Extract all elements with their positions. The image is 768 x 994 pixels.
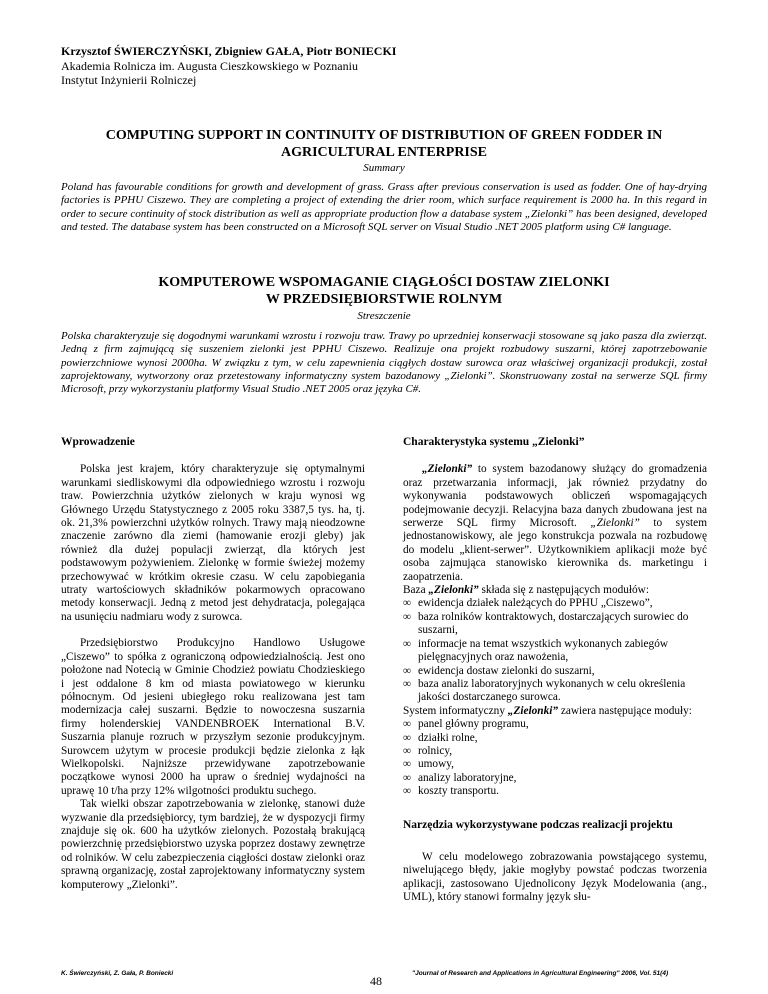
list-item: ∞ baza rolników kontraktowych, dostarczających surowiec do suszarni,: [403, 610, 689, 637]
right-column: [403, 436, 707, 905]
list-item: ∞ rolnicy,: [403, 744, 453, 757]
system-name: „Zielonki”: [428, 584, 479, 597]
english-summary: Poland has favourable conditions for growth and development of grass. Grass after previous conservation is used as fodder. One of hay-drying factories is PPHU Ciszewo. They are completing a project of extending the drier room, which surface requirement is 2000 ha. In this regard in order to secure continuity of stock distribution as well as appropriate production flow a database system „Zielonki” has been designed, developed and tested. The database system has been constructed on a Microsoft SQL server on Visual Studio .NET 2005 platform using C# language.: [61, 181, 707, 233]
list-item: ∞ działki rolne,: [403, 731, 478, 744]
tools-paragraph-1: W celu modelowego zobrazowania powstającego systemu, niwelującego błędy, jakie mogłyby powstać podczas tworzenia aplikacji, zastosowano Ujednolicony Język Modelowania (ang., UML), który stanowi formalny język słu-: [403, 850, 707, 904]
bullet-icon: ∞: [403, 637, 412, 650]
polish-title-line-2: W PRZEDSIĘBIORSTWIE ROLNYM: [265, 292, 503, 307]
polish-summary: Polska charakteryzuje się dogodnymi warunkami wzrostu i rozwoju traw. Trawy po uprzedniej konserwacji stosowane są jako pasza dla zwierząt. Jedną z firm zajmującą się suszeniem zielonki jest PPHU Ciszewo. Realizuje ona projekt rozbudowy suszarni, której zapotrzebowanie powierzchniowe wynosi 2000ha. W związku z tym, w celu zapewnienia ciągłych dostaw surowca oraz właściwej organizacji produkcji, został zaprojektowany, wytworzony oraz przetestowany informatyczny system bazodanowy „Zielonki”. Skonstruowany został na serwerze SQL firmy Microsoft, przy wykorzystaniu platformy Visual Studio .NET 2005 oraz języka C#.: [61, 330, 707, 396]
list-item: ∞ panel główny programu,: [403, 718, 529, 731]
system-name: „Zielonki”: [590, 517, 640, 530]
bullet-icon: ∞: [403, 785, 412, 798]
bullet-icon: ∞: [403, 758, 412, 771]
intro-paragraph-1: Polska jest krajem, który charakteryzuje się optymalnymi warunkami siedliskowymi dla odpowiedniego wzrostu i rozwoju traw. Powierzchnia użytków zielonych w kraju wynosi wg Głównego Urzędu Statystycznego z 2005 roku 3387,5 tys. ha, tj. ok. 21,3% powierzchni użytków rolnych. Trawy mają nieodzowne znaczenie zarówno dla ziemi (hamowanie erozji gleby) jak również dla dużej populacji zwierząt, dla których jest podstawowym pożywieniem. Zielonkę w formie świeżej możemy przechowywać w krótkim okresie czasu. W celu zapobiegania utraty wartościowych składników pokarmowych opracowano metody konserwacji. Jedną z metod jest dehydratacja, polegająca na usunięciu nadmiaru wody z surowca.: [61, 463, 365, 623]
english-title-line-1: COMPUTING SUPPORT IN CONTINUITY OF DISTRIBUTION OF GREEN FODDER IN: [105, 128, 663, 143]
english-title: [40, 127, 728, 161]
polish-title-line-1: KOMPUTEROWE WSPOMAGANIE CIĄGŁOŚCI DOSTAW ZIELONKI: [158, 275, 610, 290]
authors: Krzysztof ŚWIERCZYŃSKI, Zbigniew GAŁA, Piotr BONIECKI: [61, 44, 397, 58]
intro-paragraph-2: Przedsiębiorstwo Produkcyjno Handlowo Usługowe „Ciszewo” to spółka z ograniczoną odpowiedzialnością. Jest ono położone nad Notecią w Gminie Chodzież powiatu Chodzieskiego i jest oddalone 8 km od miasta powiatowego w kierunku północnym. Od jesieni ubiegłego roku realizowana jest tam modernizacja całej suszarni. Będzie to nowoczesna suszarnia firmy holenderskiej VANDENBROEK International B.V. Suszarnia planuje rozruch w przyszłym sezonie produkcyjnym. Surowcem użytym w procesie produkcji będzie zielonka z łąk Wielkopolski. Najniższe przewidywane zapotrzebowanie początkowe wynosi 2000 ha upraw o średniej wydajności na uprawę 10 t/ha przy 12% wilgotności produktu suchego.: [61, 637, 365, 797]
polish-title: [40, 274, 728, 308]
list-item: ∞ informacje na temat wszystkich wykonanych zabiegów pielęgnacyjnych oraz nawożenia,: [403, 637, 669, 664]
submodules-intro: System informatyczny „Zielonki” zawiera następujące moduły:: [403, 704, 692, 717]
section-heading-introduction: Wprowadzenie: [61, 436, 135, 448]
page-number: 48: [370, 974, 382, 988]
bullet-icon: ∞: [403, 597, 412, 610]
affiliation-line-1: Akademia Rolnicza im. Augusta Cieszkowskiego w Poznaniu: [61, 58, 358, 73]
affiliation-line-2: Instytut Inżynierii Rolniczej: [61, 73, 197, 87]
list-item: ∞ koszty transportu.: [403, 785, 499, 798]
system-name: „Zielonki”: [507, 704, 559, 717]
intro-paragraph-3: Tak wielki obszar zapotrzebowania w zielonkę, stanowi duże wyzwanie dla przedsiębiorcy, tym bardziej, że w dyspozycji firmy znajduje się ok. 600 ha użytków zielonych. Pozostałą brakującą powierzchnię przedsiębiorstwo uzyska poprzez dostawy zewnętrze od rolników. W celu zabezpieczenia ciągłości dostaw zielonki oraz sprawną organizację, został zaprojektowany informatyczny system komputerowy „Zielonki”.: [61, 798, 365, 891]
system-name: „Zielonki”: [422, 463, 473, 476]
bullet-icon: ∞: [403, 610, 412, 623]
list-item: ∞ analizy laboratoryjne,: [403, 771, 517, 784]
section-heading-tools: Narzędzia wykorzystywane podczas realizacji projektu: [403, 818, 673, 831]
system-paragraph-1: „Zielonki” to system bazodanowy służący do gromadzenia oraz przetwarzania informacji, jak również przydatny do wykonywania podstawowych obliczeń wspomagających podejmowanie decyzji. Relacyjna baza danych zbudowana jest na serwerze SQL firmy Microsoft. „Zielonki” to system jednostanowiskowy, ale jego konstrukcja pozwala na rozbudowę do modelu „klient-serwer”. Użytkownikiem aplikacji może być osoba zajmująca stanowisko kierownika ds. marketingu i zaopatrzenia.: [403, 463, 707, 583]
summary-label: Summary: [363, 162, 405, 174]
bullet-icon: ∞: [403, 664, 412, 677]
bullet-icon: ∞: [403, 731, 412, 744]
modules-intro: Baza „Zielonki” składa się z następujących modułów:: [403, 584, 649, 597]
bullet-icon: ∞: [403, 718, 412, 731]
modules-list: [403, 597, 707, 704]
streszczenie-label: Streszczenie: [357, 310, 411, 322]
list-item: ∞ umowy,: [403, 758, 454, 771]
bullet-icon: ∞: [403, 677, 412, 690]
bullet-icon: ∞: [403, 771, 412, 784]
list-item: ∞ baza analiz laboratoryjnych wykonanych w celu określenia jakości dostarczanego surowca.: [403, 677, 686, 704]
english-title-line-2: AGRICULTURAL ENTERPRISE: [280, 145, 488, 160]
footer-journal: "Journal of Research and Applications in Agricultural Engineering" 2006, Vol. 51(4): [412, 970, 669, 977]
left-column: [61, 436, 365, 892]
list-item: ∞ ewidencja dostaw zielonki do suszarni,: [403, 664, 595, 677]
footer-authors: K. Świerczyński, Z. Gała, P. Boniecki: [61, 970, 174, 977]
list-item: ∞ ewidencja działek należących do PPHU „Ciszewo”,: [403, 597, 653, 610]
author-block: [61, 44, 396, 88]
submodules-list: [403, 718, 707, 798]
bullet-icon: ∞: [403, 744, 412, 757]
section-heading-system: Charakterystyka systemu „Zielonki”: [403, 436, 585, 448]
